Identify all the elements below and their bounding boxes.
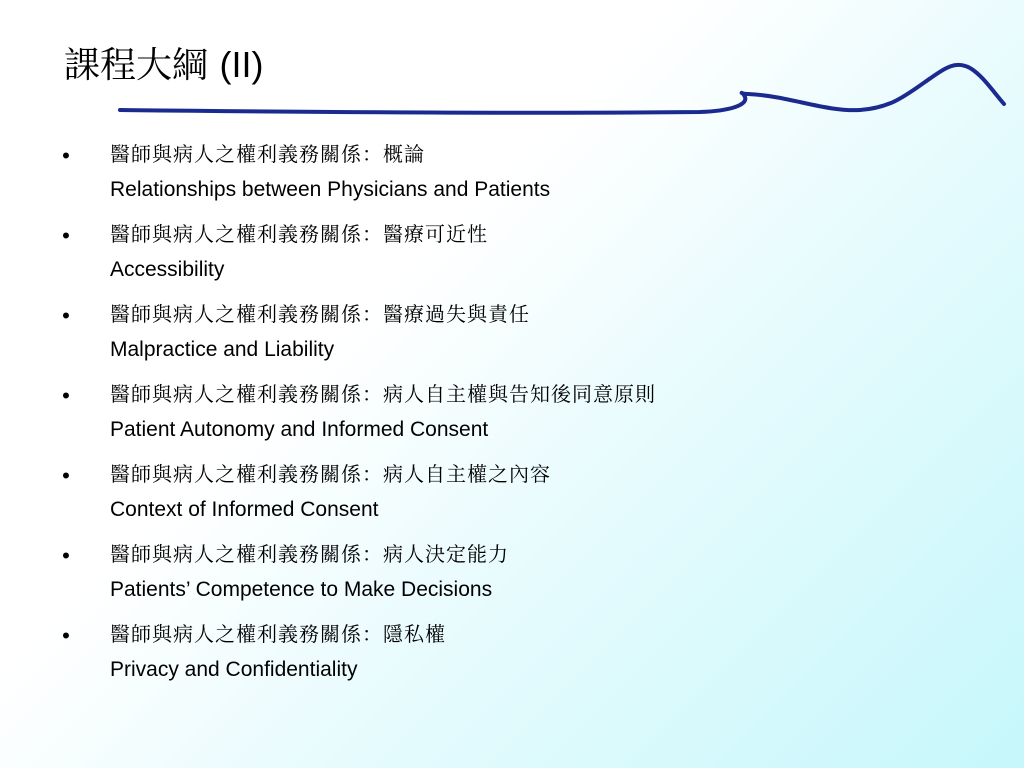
item-chinese-text: 醫師與病人之權利義務關係：醫療可近性	[110, 222, 488, 246]
list-item	[60, 298, 960, 378]
bullet-icon: •	[62, 143, 70, 168]
bullet-icon: •	[62, 383, 70, 408]
title-latin: (II)	[219, 44, 264, 85]
bullet-icon: •	[62, 623, 70, 648]
bullet-icon: •	[62, 303, 70, 328]
list-item	[60, 138, 960, 218]
page-title	[64, 40, 263, 91]
item-english-text: Accessibility	[110, 258, 225, 281]
item-english-text: Relationships between Physicians and Patients	[110, 178, 551, 201]
item-chinese-text: 醫師與病人之權利義務關係：病人決定能力	[110, 542, 509, 566]
bullet-icon: •	[62, 543, 70, 568]
list-item	[60, 538, 960, 618]
item-chinese-text: 醫師與病人之權利義務關係：隱私權	[110, 622, 446, 646]
bullet-icon: •	[62, 223, 70, 248]
title-cjk: 課程大綱	[64, 45, 209, 86]
item-english-text: Context of Informed Consent	[110, 498, 379, 521]
item-english-text: Patient Autonomy and Informed Consent	[110, 418, 489, 441]
bullet-icon: •	[62, 463, 70, 488]
list-item	[60, 458, 960, 538]
item-english-text: Patients’ Competence to Make Decisions	[110, 578, 493, 601]
list-item	[60, 618, 960, 698]
item-chinese-text: 醫師與病人之權利義務關係：醫療過失與責任	[110, 302, 530, 326]
item-chinese-text: 醫師與病人之權利義務關係：病人自主權之內容	[110, 462, 551, 486]
item-english-text: Privacy and Confidentiality	[110, 658, 358, 681]
item-chinese-text: 醫師與病人之權利義務關係：概論	[110, 142, 425, 166]
item-english-text: Malpractice and Liability	[110, 338, 335, 361]
item-chinese-text: 醫師與病人之權利義務關係：病人自主權與告知後同意原則	[110, 382, 656, 406]
bullet-list	[60, 138, 960, 698]
list-item	[60, 218, 960, 298]
list-item	[60, 378, 960, 458]
